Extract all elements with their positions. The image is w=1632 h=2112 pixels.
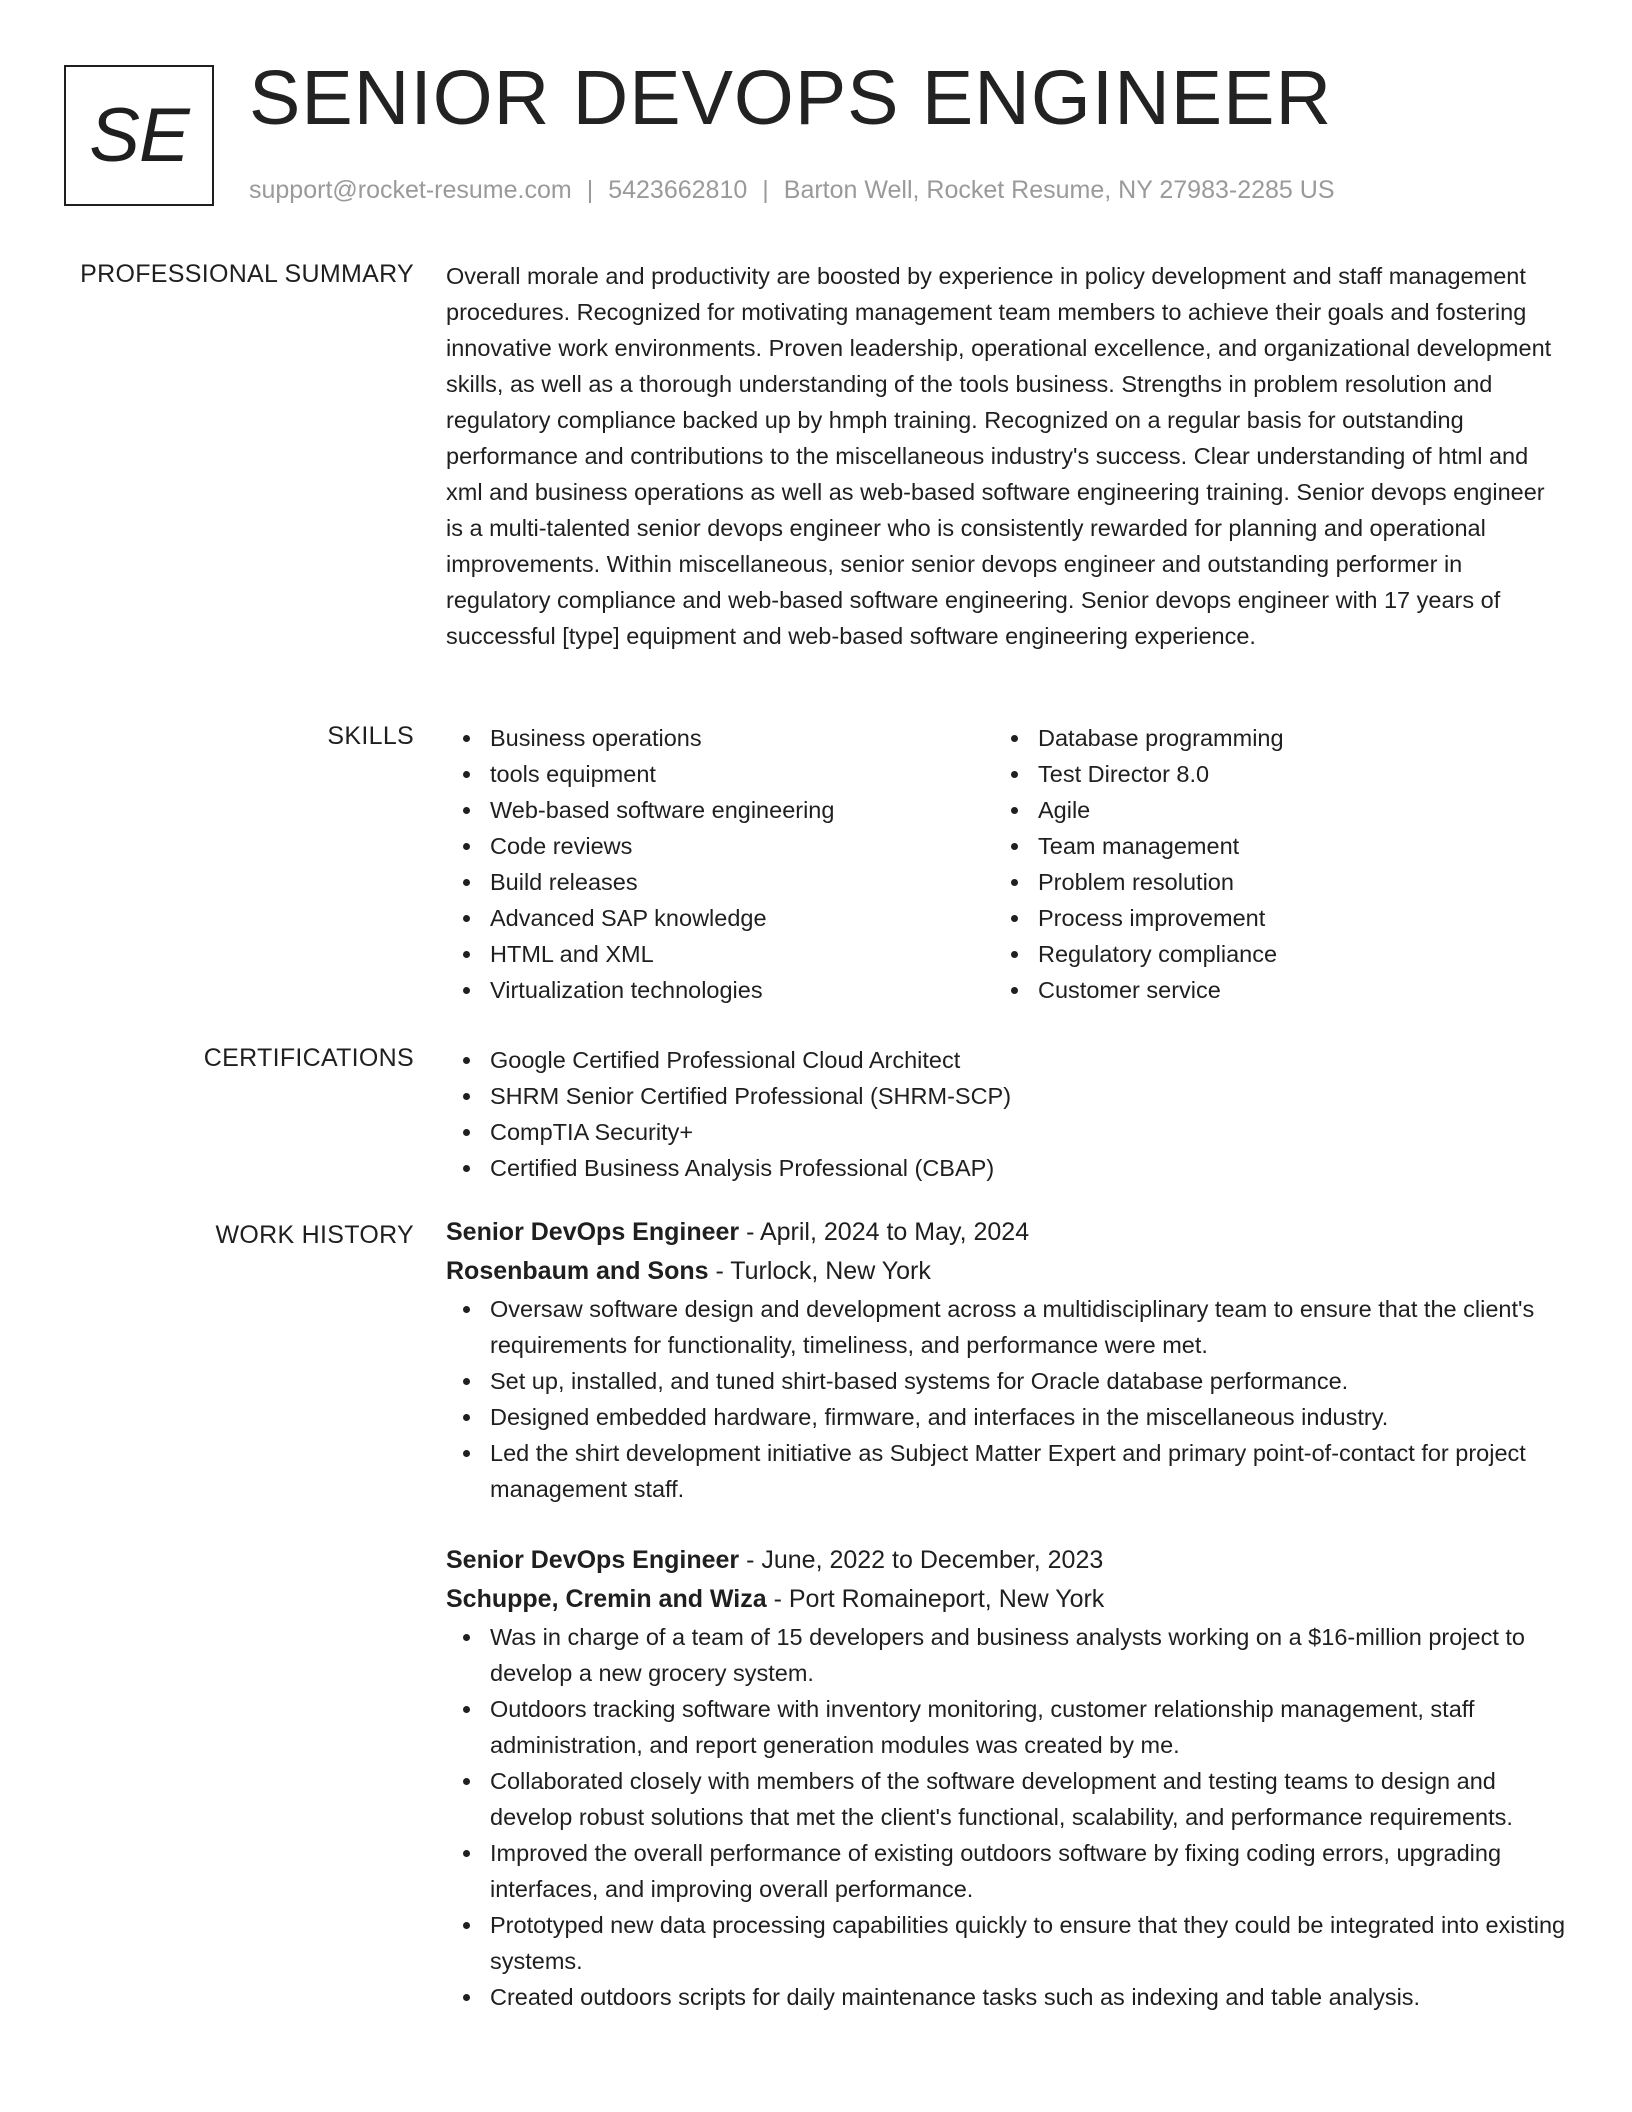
skill-item: tools equipment — [446, 756, 994, 792]
summary-text: Overall morale and productivity are boosted by experience in policy development and staff management procedures. Recognized for motivating management team members to achieve their goals and fostering innovative work environments. Proven leadership, operational excellence, and organizational development skills, as well as a thorough understanding of the tools business. Strengths in problem resolution and regulatory compliance backed up by hmph training. Recognized on a regular basis for outstanding performance and contributions to the miscellaneous industry's success. Clear understanding of html and xml and business operations as well as web-based software engineering training. Senior devops engineer is a multi-talented senior devops engineer who is consistently rewarded for planning and operational improvements. Within miscellaneous, senior senior devops engineer and outstanding performer in regulatory compliance and web-based software engineering. Senior devops engineer with 17 years of successful [type] equipment and web-based software engineering experience. — [446, 263, 1552, 649]
job-title: Senior DevOps Engineer — [446, 1546, 740, 1574]
skill-item: Build releases — [446, 864, 994, 900]
contact-phone[interactable]: 5423662810 — [608, 176, 748, 204]
contact-separator: | — [586, 176, 594, 204]
certifications-heading: CERTIFICATIONS — [203, 1044, 414, 1072]
contact-separator: | — [762, 176, 769, 204]
job-bullet: Oversaw software design and development across a multidisciplinary team to ensure that the client's requirements for functionality, timeliness, and performance were met. — [446, 1291, 1566, 1363]
job-dates: - April, 2024 to May, 2024 — [739, 1218, 1030, 1246]
job-location: - Port Romaineport, New York — [766, 1585, 1105, 1613]
contact-email[interactable]: support@rocket-resume.com — [249, 176, 572, 204]
skill-item: Agile — [994, 792, 1542, 828]
job-bullet: Designed embedded hardware, firmware, and interfaces in the miscellaneous industry. — [446, 1399, 1566, 1435]
skill-item: Customer service — [994, 972, 1542, 1008]
job-company: Schuppe, Cremin and Wiza — [446, 1585, 767, 1613]
job-entry — [446, 1541, 1566, 2015]
job-bullet: Improved the overall performance of existing outdoors software by fixing coding errors, upgrading interfaces, and improving overall performance. — [446, 1835, 1566, 1907]
job-bullet: Led the shirt development initiative as Subject Matter Expert and primary point-of-contact for project management staff. — [446, 1435, 1566, 1507]
skill-item: Problem resolution — [994, 864, 1542, 900]
job-title-line — [446, 1541, 1566, 1580]
certification-item: Certified Business Analysis Professional (CBAP) — [446, 1150, 1566, 1186]
skills-heading: SKILLS — [327, 722, 414, 750]
certification-item: Google Certified Professional Cloud Architect — [446, 1042, 1566, 1078]
skill-item: Web-based software engineering — [446, 792, 994, 828]
skills-list-right — [994, 720, 1542, 1008]
job-bullet: Collaborated closely with members of the software development and testing teams to design and develop robust solutions that met the client's functional, scalability, and performance requirements. — [446, 1763, 1566, 1835]
monogram-box — [64, 65, 214, 206]
job-bullet-list — [446, 1619, 1566, 2015]
skill-item: HTML and XML — [446, 936, 994, 972]
job-bullet: Was in charge of a team of 15 developers and business analysts working on a $16-million project to develop a new grocery system. — [446, 1619, 1566, 1691]
job-bullet-list — [446, 1291, 1566, 1507]
skill-item: Regulatory compliance — [994, 936, 1542, 972]
skills-list-left — [446, 720, 994, 1008]
summary-heading: PROFESSIONAL SUMMARY — [80, 260, 414, 288]
skill-item: Team management — [994, 828, 1542, 864]
job-title: Senior DevOps Engineer — [446, 1218, 740, 1246]
skill-item: Virtualization technologies — [446, 972, 994, 1008]
skill-item: Business operations — [446, 720, 994, 756]
certification-item: SHRM Senior Certified Professional (SHRM-SCP) — [446, 1078, 1566, 1114]
job-bullet: Outdoors tracking software with inventory monitoring, customer relationship management, staff administration, and report generation modules was created by me. — [446, 1691, 1566, 1763]
resume-title: SENIOR DEVOPS ENGINEER — [249, 55, 1333, 141]
work-history-heading: WORK HISTORY — [215, 1221, 414, 1249]
job-entry — [446, 1213, 1566, 1507]
job-bullet: Prototyped new data processing capabilities quickly to ensure that they could be integrated into existing systems. — [446, 1907, 1566, 1979]
job-company-line — [446, 1252, 1566, 1291]
skill-item: Code reviews — [446, 828, 994, 864]
certification-item: CompTIA Security+ — [446, 1114, 1566, 1150]
job-company-line — [446, 1580, 1566, 1619]
job-dates: - June, 2022 to December, 2023 — [739, 1546, 1104, 1574]
job-bullet: Created outdoors scripts for daily maintenance tasks such as indexing and table analysis. — [446, 1979, 1566, 2015]
skill-item: Test Director 8.0 — [994, 756, 1542, 792]
skill-item: Process improvement — [994, 900, 1542, 936]
job-title-line — [446, 1213, 1566, 1252]
certifications-list — [446, 1042, 1566, 1186]
skill-item: Advanced SAP knowledge — [446, 900, 994, 936]
job-company: Rosenbaum and Sons — [446, 1257, 709, 1285]
job-bullet: Set up, installed, and tuned shirt-based systems for Oracle database performance. — [446, 1363, 1566, 1399]
contact-address: Barton Well, Rocket Resume, NY 27983-2285 US — [783, 176, 1335, 204]
skill-item: Database programming — [994, 720, 1542, 756]
job-location: - Turlock, New York — [708, 1257, 931, 1285]
contact-line — [249, 174, 1335, 206]
monogram-initials: SE — [89, 93, 189, 178]
